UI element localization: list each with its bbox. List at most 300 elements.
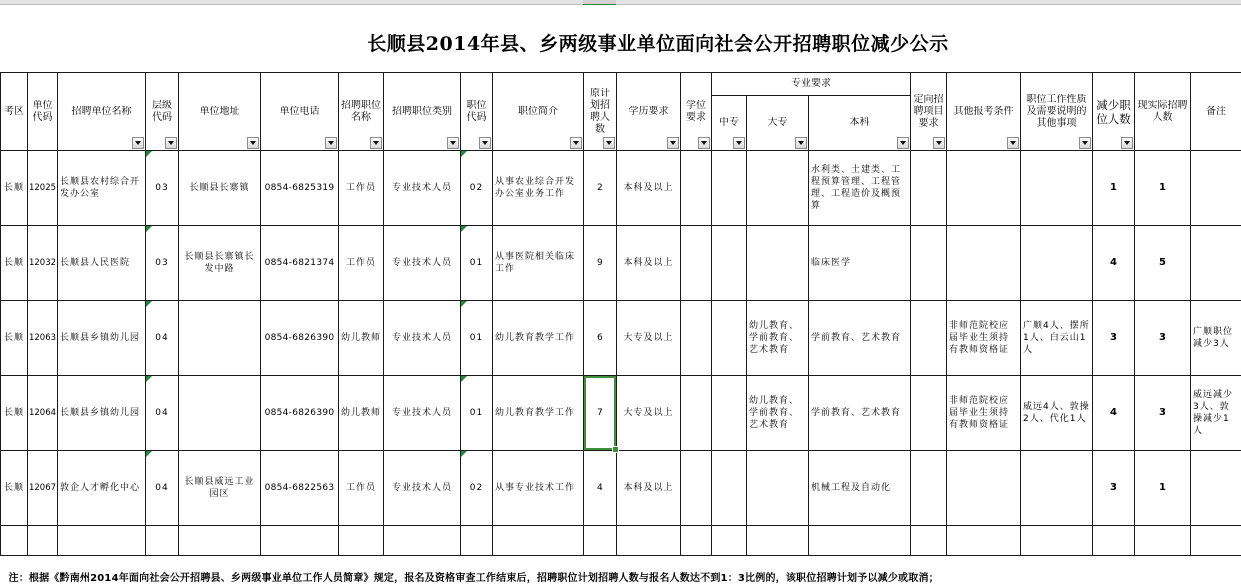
header-major-secondary[interactable]	[712, 96, 747, 151]
filter-button-unit-name[interactable]	[132, 137, 144, 149]
cell-actual[interactable]	[1135, 376, 1191, 451]
cell-unit-name[interactable]	[58, 451, 146, 526]
cell-remarks[interactable]	[1191, 151, 1241, 226]
cell-unit-name[interactable]	[58, 376, 146, 451]
dropdown-arrow-icon	[328, 141, 334, 145]
dropdown-arrow-icon	[900, 141, 906, 145]
header-education[interactable]	[617, 73, 681, 151]
cell-unit-code[interactable]	[28, 301, 58, 376]
cell-phone[interactable]	[261, 226, 339, 301]
dropdown-arrow-icon	[670, 141, 676, 145]
cell-major-college[interactable]	[747, 376, 809, 451]
cell-text: 专业技术人员	[391, 258, 452, 268]
cell-education[interactable]	[617, 376, 681, 451]
filter-button-level-code[interactable]	[165, 137, 177, 149]
cell-major-college[interactable]	[747, 301, 809, 376]
cell-text: 从事医院相关临床工作	[495, 252, 576, 274]
cell-area[interactable]	[1, 451, 28, 526]
cell-actual[interactable]	[1135, 226, 1191, 301]
cell-major-secondary[interactable]	[712, 451, 747, 526]
cell-text: 3	[1110, 332, 1117, 343]
cell-reduced[interactable]	[1093, 376, 1135, 451]
header-level-code[interactable]	[146, 73, 179, 151]
cell-description[interactable]	[493, 151, 584, 226]
cell-major-bachelor[interactable]	[809, 451, 911, 526]
cell-position-category[interactable]	[384, 226, 461, 301]
cell-position-name[interactable]	[339, 226, 384, 301]
header-address[interactable]	[179, 73, 261, 151]
cell-remarks[interactable]	[1191, 376, 1241, 451]
cell-major-bachelor[interactable]	[809, 151, 911, 226]
empty-cell[interactable]	[1191, 526, 1241, 556]
cell-education[interactable]	[617, 451, 681, 526]
cell-address[interactable]	[179, 451, 261, 526]
table-row	[1, 151, 1241, 226]
header-label: 大专	[767, 117, 788, 128]
cell-text: 1	[1159, 182, 1166, 193]
cell-position-name[interactable]	[339, 151, 384, 226]
cell-text: 01	[469, 333, 484, 343]
filter-button-planned[interactable]	[603, 137, 615, 149]
dropdown-arrow-icon	[936, 141, 942, 145]
header-degree[interactable]	[681, 73, 712, 151]
cell-text: 临床医学	[811, 258, 852, 268]
recruitment-table	[0, 72, 1241, 588]
filter-button-work-notes[interactable]	[1079, 137, 1091, 149]
cell-level-code[interactable]	[146, 301, 179, 376]
cell-text: 工作员	[345, 258, 376, 268]
cell-text: 长顺	[3, 483, 24, 493]
cell-major-college[interactable]	[747, 451, 809, 526]
header-label: 减少职位人数	[1096, 97, 1131, 126]
cell-text: 03	[155, 258, 169, 268]
cell-position-category[interactable]	[384, 151, 461, 226]
table-row	[1, 301, 1241, 376]
cell-text: 02	[469, 483, 484, 493]
cell-phone[interactable]	[261, 301, 339, 376]
cell-other-conditions[interactable]	[947, 451, 1021, 526]
cell-reduced[interactable]	[1093, 451, 1135, 526]
cell-text: 广顺职位减少3人	[1193, 327, 1234, 349]
cell-directed[interactable]	[911, 451, 947, 526]
cell-text: 威远4人、敦操2人、代化1人	[1023, 402, 1090, 424]
cell-degree[interactable]	[681, 376, 712, 451]
empty-cell[interactable]	[384, 526, 461, 556]
header-position-category[interactable]	[384, 73, 461, 151]
cell-text: 专业技术人员	[391, 483, 452, 493]
cell-text: 长顺县乡镇幼儿园	[60, 333, 141, 343]
cell-text: 工作员	[345, 483, 376, 493]
cell-text: 01	[469, 408, 484, 418]
cell-major-secondary[interactable]	[712, 151, 747, 226]
cell-text: 幼儿教育、学前教育、艺术教育	[749, 321, 800, 355]
cell-text: 水利类、土建类、工程预算管理、工程管理、工程造价及概预算	[811, 165, 902, 211]
cell-major-bachelor[interactable]	[809, 376, 911, 451]
header-unit-code[interactable]	[28, 73, 58, 151]
cell-planned[interactable]	[584, 301, 617, 376]
cell-major-secondary[interactable]	[712, 226, 747, 301]
cell-text: 1	[1110, 182, 1117, 193]
cell-text: 3	[1159, 407, 1166, 418]
cell-text: 专业技术人员	[391, 408, 452, 418]
cell-text: 威远减少3人、敦操减少1人	[1193, 390, 1234, 436]
cell-phone[interactable]	[261, 376, 339, 451]
empty-cell[interactable]	[712, 526, 747, 556]
cell-planned[interactable]	[584, 376, 617, 451]
empty-cell[interactable]	[261, 526, 339, 556]
cell-text: 专业技术人员	[391, 333, 452, 343]
cell-position-code[interactable]	[461, 376, 493, 451]
cell-text: 大专及以上	[623, 408, 674, 418]
cell-text: 从事专业技术工作	[495, 483, 576, 493]
cell-other-conditions[interactable]	[947, 376, 1021, 451]
cell-text: 幼儿教师	[341, 333, 382, 343]
header-label: 学位要求	[686, 99, 706, 123]
header-directed[interactable]	[911, 73, 947, 151]
header-major-college[interactable]	[747, 96, 809, 151]
cell-address[interactable]	[179, 151, 261, 226]
cell-unit-name[interactable]	[58, 226, 146, 301]
cell-text: 从事农业综合开发办公室业务工作	[495, 177, 576, 199]
cell-text: 04	[155, 483, 169, 493]
header-unit-name[interactable]	[58, 73, 146, 151]
header-position-code[interactable]	[461, 73, 493, 151]
dropdown-arrow-icon	[1124, 141, 1130, 145]
header-reduced[interactable]	[1093, 73, 1135, 151]
cell-major-bachelor[interactable]	[809, 226, 911, 301]
cell-text: 02	[469, 183, 484, 193]
cell-text: 04	[155, 333, 169, 343]
filter-button-phone[interactable]	[325, 137, 337, 149]
header-label: 备注	[1206, 105, 1226, 117]
cell-text: 敦企人才孵化中心	[60, 483, 141, 493]
cell-reduced[interactable]	[1093, 226, 1135, 301]
cell-actual[interactable]	[1135, 451, 1191, 526]
cell-text: 长顺县长寨镇	[189, 183, 250, 193]
dropdown-arrow-icon	[168, 141, 174, 145]
cell-actual[interactable]	[1135, 301, 1191, 376]
cell-position-code[interactable]	[461, 226, 493, 301]
empty-cell[interactable]	[911, 526, 947, 556]
cell-text: 6	[596, 333, 604, 343]
cell-text: 4	[1110, 407, 1117, 418]
cell-work-notes[interactable]	[1021, 151, 1093, 226]
cell-text: 非师范院校应届毕业生须持有教师资格证	[949, 321, 1010, 355]
cell-text: 本科及以上	[623, 258, 674, 268]
cell-position-name[interactable]	[339, 451, 384, 526]
cell-remarks[interactable]	[1191, 451, 1241, 526]
table-row	[1, 451, 1241, 526]
filter-button-position-category[interactable]	[447, 137, 459, 149]
empty-cell[interactable]	[1135, 526, 1191, 556]
dropdown-arrow-icon	[250, 141, 256, 145]
cell-area[interactable]	[1, 151, 28, 226]
cell-major-college[interactable]	[747, 151, 809, 226]
cell-text: 长顺	[3, 183, 24, 193]
header-label: 招聘职位名称	[341, 99, 381, 123]
cell-text: 03	[155, 183, 169, 193]
cell-text: 1	[1159, 482, 1166, 493]
cell-text: 0854-6826390	[264, 333, 335, 343]
cell-unit-code[interactable]	[28, 451, 58, 526]
filter-button-major-secondary[interactable]	[733, 137, 745, 149]
cell-work-notes[interactable]	[1021, 301, 1093, 376]
cell-address[interactable]	[179, 376, 261, 451]
cell-unit-code[interactable]	[28, 226, 58, 301]
header-label: 层级代码	[152, 99, 172, 123]
header-row	[1, 73, 1241, 96]
header-major[interactable]	[712, 73, 911, 96]
cell-unit-code[interactable]	[28, 151, 58, 226]
cell-unit-name[interactable]	[58, 151, 146, 226]
cell-major-college[interactable]	[747, 226, 809, 301]
dropdown-arrow-icon	[573, 141, 579, 145]
cell-degree[interactable]	[681, 151, 712, 226]
header-description[interactable]	[493, 73, 584, 151]
cell-degree[interactable]	[681, 226, 712, 301]
cell-address[interactable]	[179, 226, 261, 301]
cell-other-conditions[interactable]	[947, 151, 1021, 226]
cell-position-code[interactable]	[461, 451, 493, 526]
cell-description[interactable]	[493, 376, 584, 451]
cell-other-conditions[interactable]	[947, 301, 1021, 376]
header-actual[interactable]	[1135, 73, 1191, 151]
filter-button-major-bachelor[interactable]	[897, 137, 909, 149]
table-row	[1, 376, 1241, 451]
cell-text: 广顺4人、摆所1人、白云山1人	[1023, 321, 1090, 355]
cell-remarks[interactable]	[1191, 226, 1241, 301]
cell-description[interactable]	[493, 451, 584, 526]
cell-position-name[interactable]	[339, 301, 384, 376]
cell-work-notes[interactable]	[1021, 451, 1093, 526]
cell-directed[interactable]	[911, 226, 947, 301]
cell-degree[interactable]	[681, 301, 712, 376]
footer-note: 注：根据《黔南州2014年面向社会公开招聘县、乡两级事业单位工作人员简章》规定，报名及资格审查工作结束后，招聘职位计划招聘人数与报名人数达不到1：3比例的，该职位招聘计划予以减少或取消；	[8, 572, 939, 584]
empty-cell[interactable]	[617, 526, 681, 556]
cell-area[interactable]	[1, 301, 28, 376]
cell-directed[interactable]	[911, 151, 947, 226]
cell-phone[interactable]	[261, 451, 339, 526]
header-major-bachelor[interactable]	[809, 96, 911, 151]
dropdown-arrow-icon	[373, 141, 379, 145]
cell-level-code[interactable]	[146, 451, 179, 526]
cell-degree[interactable]	[681, 451, 712, 526]
cell-text: 机械工程及自动化	[811, 483, 892, 493]
cell-description[interactable]	[493, 301, 584, 376]
filter-button-education[interactable]	[667, 137, 679, 149]
header-planned[interactable]	[584, 73, 617, 151]
cell-unit-code[interactable]	[28, 376, 58, 451]
header-remarks[interactable]	[1191, 73, 1241, 151]
cell-education[interactable]	[617, 226, 681, 301]
dropdown-arrow-icon	[701, 141, 707, 145]
filter-button-position-name[interactable]	[370, 137, 382, 149]
cell-text: 幼儿教育教学工作	[495, 333, 576, 343]
cell-education[interactable]	[617, 151, 681, 226]
header-position-name[interactable]	[339, 73, 384, 151]
cell-area[interactable]	[1, 376, 28, 451]
cell-text: 12025	[28, 183, 57, 193]
cell-text: 0854-6826390	[264, 408, 335, 418]
filter-button-position-code[interactable]	[479, 137, 491, 149]
cell-level-code[interactable]	[146, 226, 179, 301]
cell-level-code[interactable]	[146, 376, 179, 451]
empty-cell[interactable]	[1093, 526, 1135, 556]
cell-text: 专业技术人员	[391, 183, 452, 193]
filter-button-reduced[interactable]	[1121, 137, 1133, 149]
cell-area[interactable]	[1, 226, 28, 301]
filter-button-other-conditions[interactable]	[1007, 137, 1019, 149]
blank-row	[1, 526, 1241, 556]
cell-actual[interactable]	[1135, 151, 1191, 226]
cell-remarks[interactable]	[1191, 301, 1241, 376]
cell-position-category[interactable]	[384, 301, 461, 376]
cell-reduced[interactable]	[1093, 151, 1135, 226]
header-label: 招聘职位类别	[392, 105, 452, 117]
empty-cell[interactable]	[58, 526, 146, 556]
empty-cell[interactable]	[339, 526, 384, 556]
empty-cell[interactable]	[28, 526, 58, 556]
cell-position-code[interactable]	[461, 301, 493, 376]
cell-text: 9	[596, 258, 604, 268]
empty-cell[interactable]	[1021, 526, 1093, 556]
cell-planned[interactable]	[584, 151, 617, 226]
cell-directed[interactable]	[911, 376, 947, 451]
cell-work-notes[interactable]	[1021, 226, 1093, 301]
empty-cell[interactable]	[179, 526, 261, 556]
cell-text: 幼儿教师	[341, 408, 382, 418]
cell-position-category[interactable]	[384, 451, 461, 526]
cell-major-secondary[interactable]	[712, 376, 747, 451]
dropdown-arrow-icon	[1082, 141, 1088, 145]
cell-text: 0854-6825319	[264, 183, 335, 193]
header-label: 职位工作性质及需要说明的其他事项	[1026, 93, 1087, 129]
empty-cell[interactable]	[947, 526, 1021, 556]
cell-text: 长顺县长寨镇长发中路	[184, 252, 255, 274]
cell-planned[interactable]	[584, 226, 617, 301]
header-label: 职位代码	[466, 99, 487, 123]
cell-text: 学前教育、艺术教育	[811, 333, 902, 343]
header-label: 考区	[4, 105, 24, 117]
cell-text: 长顺县人民医院	[60, 258, 131, 268]
cell-text: 长顺县乡镇幼儿园	[60, 408, 141, 418]
cell-text: 本科及以上	[623, 183, 674, 193]
empty-cell[interactable]	[809, 526, 911, 556]
table-tail	[1, 526, 1241, 588]
cell-directed[interactable]	[911, 301, 947, 376]
cell-text: 长顺	[3, 258, 24, 268]
empty-cell[interactable]	[146, 526, 179, 556]
header-label: 单位电话	[279, 105, 320, 117]
cell-address[interactable]	[179, 301, 261, 376]
cell-work-notes[interactable]	[1021, 376, 1093, 451]
cell-text: 本科及以上	[623, 483, 674, 493]
footer-cell[interactable]	[1, 556, 1241, 588]
cell-position-code[interactable]	[461, 151, 493, 226]
header-label: 现实际招聘人数	[1137, 99, 1188, 123]
header-label: 单位代码	[32, 99, 53, 123]
cell-text: 大专及以上	[623, 333, 674, 343]
header-label: 单位地址	[199, 105, 240, 117]
cell-text: 12032	[28, 258, 57, 268]
cell-text: 7	[596, 408, 604, 418]
cell-position-name[interactable]	[339, 376, 384, 451]
header-label: 本科	[849, 117, 870, 128]
empty-cell[interactable]	[681, 526, 712, 556]
dropdown-arrow-icon	[135, 141, 141, 145]
cell-text: 04	[155, 408, 169, 418]
header-label: 招聘单位名称	[71, 105, 132, 117]
cell-text: 幼儿教育、学前教育、艺术教育	[749, 396, 800, 430]
title-cell[interactable]	[0, 5, 1241, 72]
cell-text: 0854-6822563	[264, 483, 335, 493]
cell-description[interactable]	[493, 226, 584, 301]
page-title: 长顺县2014年县、乡两级事业单位面向社会公开招聘职位减少公示	[367, 33, 949, 55]
cell-level-code[interactable]	[146, 151, 179, 226]
filter-button-directed[interactable]	[933, 137, 945, 149]
cell-text: 长顺	[3, 333, 24, 343]
cell-position-category[interactable]	[384, 376, 461, 451]
cell-text: 12063	[28, 333, 57, 343]
cell-education[interactable]	[617, 301, 681, 376]
cell-unit-name[interactable]	[58, 301, 146, 376]
cell-text: 12067	[28, 483, 57, 493]
empty-cell[interactable]	[461, 526, 493, 556]
cell-text: 4	[1110, 257, 1117, 268]
empty-cell[interactable]	[1, 526, 28, 556]
cell-major-secondary[interactable]	[712, 301, 747, 376]
header-label: 学历要求	[628, 105, 669, 117]
footer-row	[1, 556, 1241, 588]
dropdown-arrow-icon	[1010, 141, 1016, 145]
cell-text: 12064	[28, 408, 57, 418]
header-other-conditions[interactable]	[947, 73, 1021, 151]
header-label: 中专	[719, 117, 739, 128]
dropdown-arrow-icon	[606, 141, 612, 145]
cell-other-conditions[interactable]	[947, 226, 1021, 301]
cell-text: 非师范院校应届毕业生须持有教师资格证	[949, 396, 1010, 430]
cell-text: 2	[596, 183, 604, 193]
cell-text: 01	[469, 258, 484, 268]
filter-button-degree[interactable]	[698, 137, 710, 149]
cell-phone[interactable]	[261, 151, 339, 226]
header-label: 职位简介	[518, 105, 558, 117]
empty-cell[interactable]	[493, 526, 584, 556]
cell-planned[interactable]	[584, 451, 617, 526]
cell-text: 幼儿教育教学工作	[495, 408, 576, 418]
dropdown-arrow-icon	[482, 141, 488, 145]
table-row	[1, 226, 1241, 301]
empty-cell[interactable]	[584, 526, 617, 556]
header-work-notes[interactable]	[1021, 73, 1093, 151]
cell-text: 3	[1159, 332, 1166, 343]
cell-text: 长顺	[3, 408, 24, 418]
header-label: 专业要求	[791, 78, 831, 89]
dropdown-arrow-icon	[736, 141, 742, 145]
filter-button-address[interactable]	[247, 137, 259, 149]
cell-text: 0854-6821374	[264, 258, 335, 268]
header-label: 其他报考条件	[953, 105, 1014, 117]
cell-major-bachelor[interactable]	[809, 301, 911, 376]
header-area[interactable]	[1, 73, 28, 151]
cell-text: 长顺县农村综合开发办公室	[60, 177, 141, 199]
cell-reduced[interactable]	[1093, 301, 1135, 376]
empty-cell[interactable]	[747, 526, 809, 556]
header-label: 定向招聘项目要求	[913, 93, 944, 129]
header-phone[interactable]	[261, 73, 339, 151]
filter-button-description[interactable]	[570, 137, 582, 149]
filter-button-major-college[interactable]	[795, 137, 807, 149]
